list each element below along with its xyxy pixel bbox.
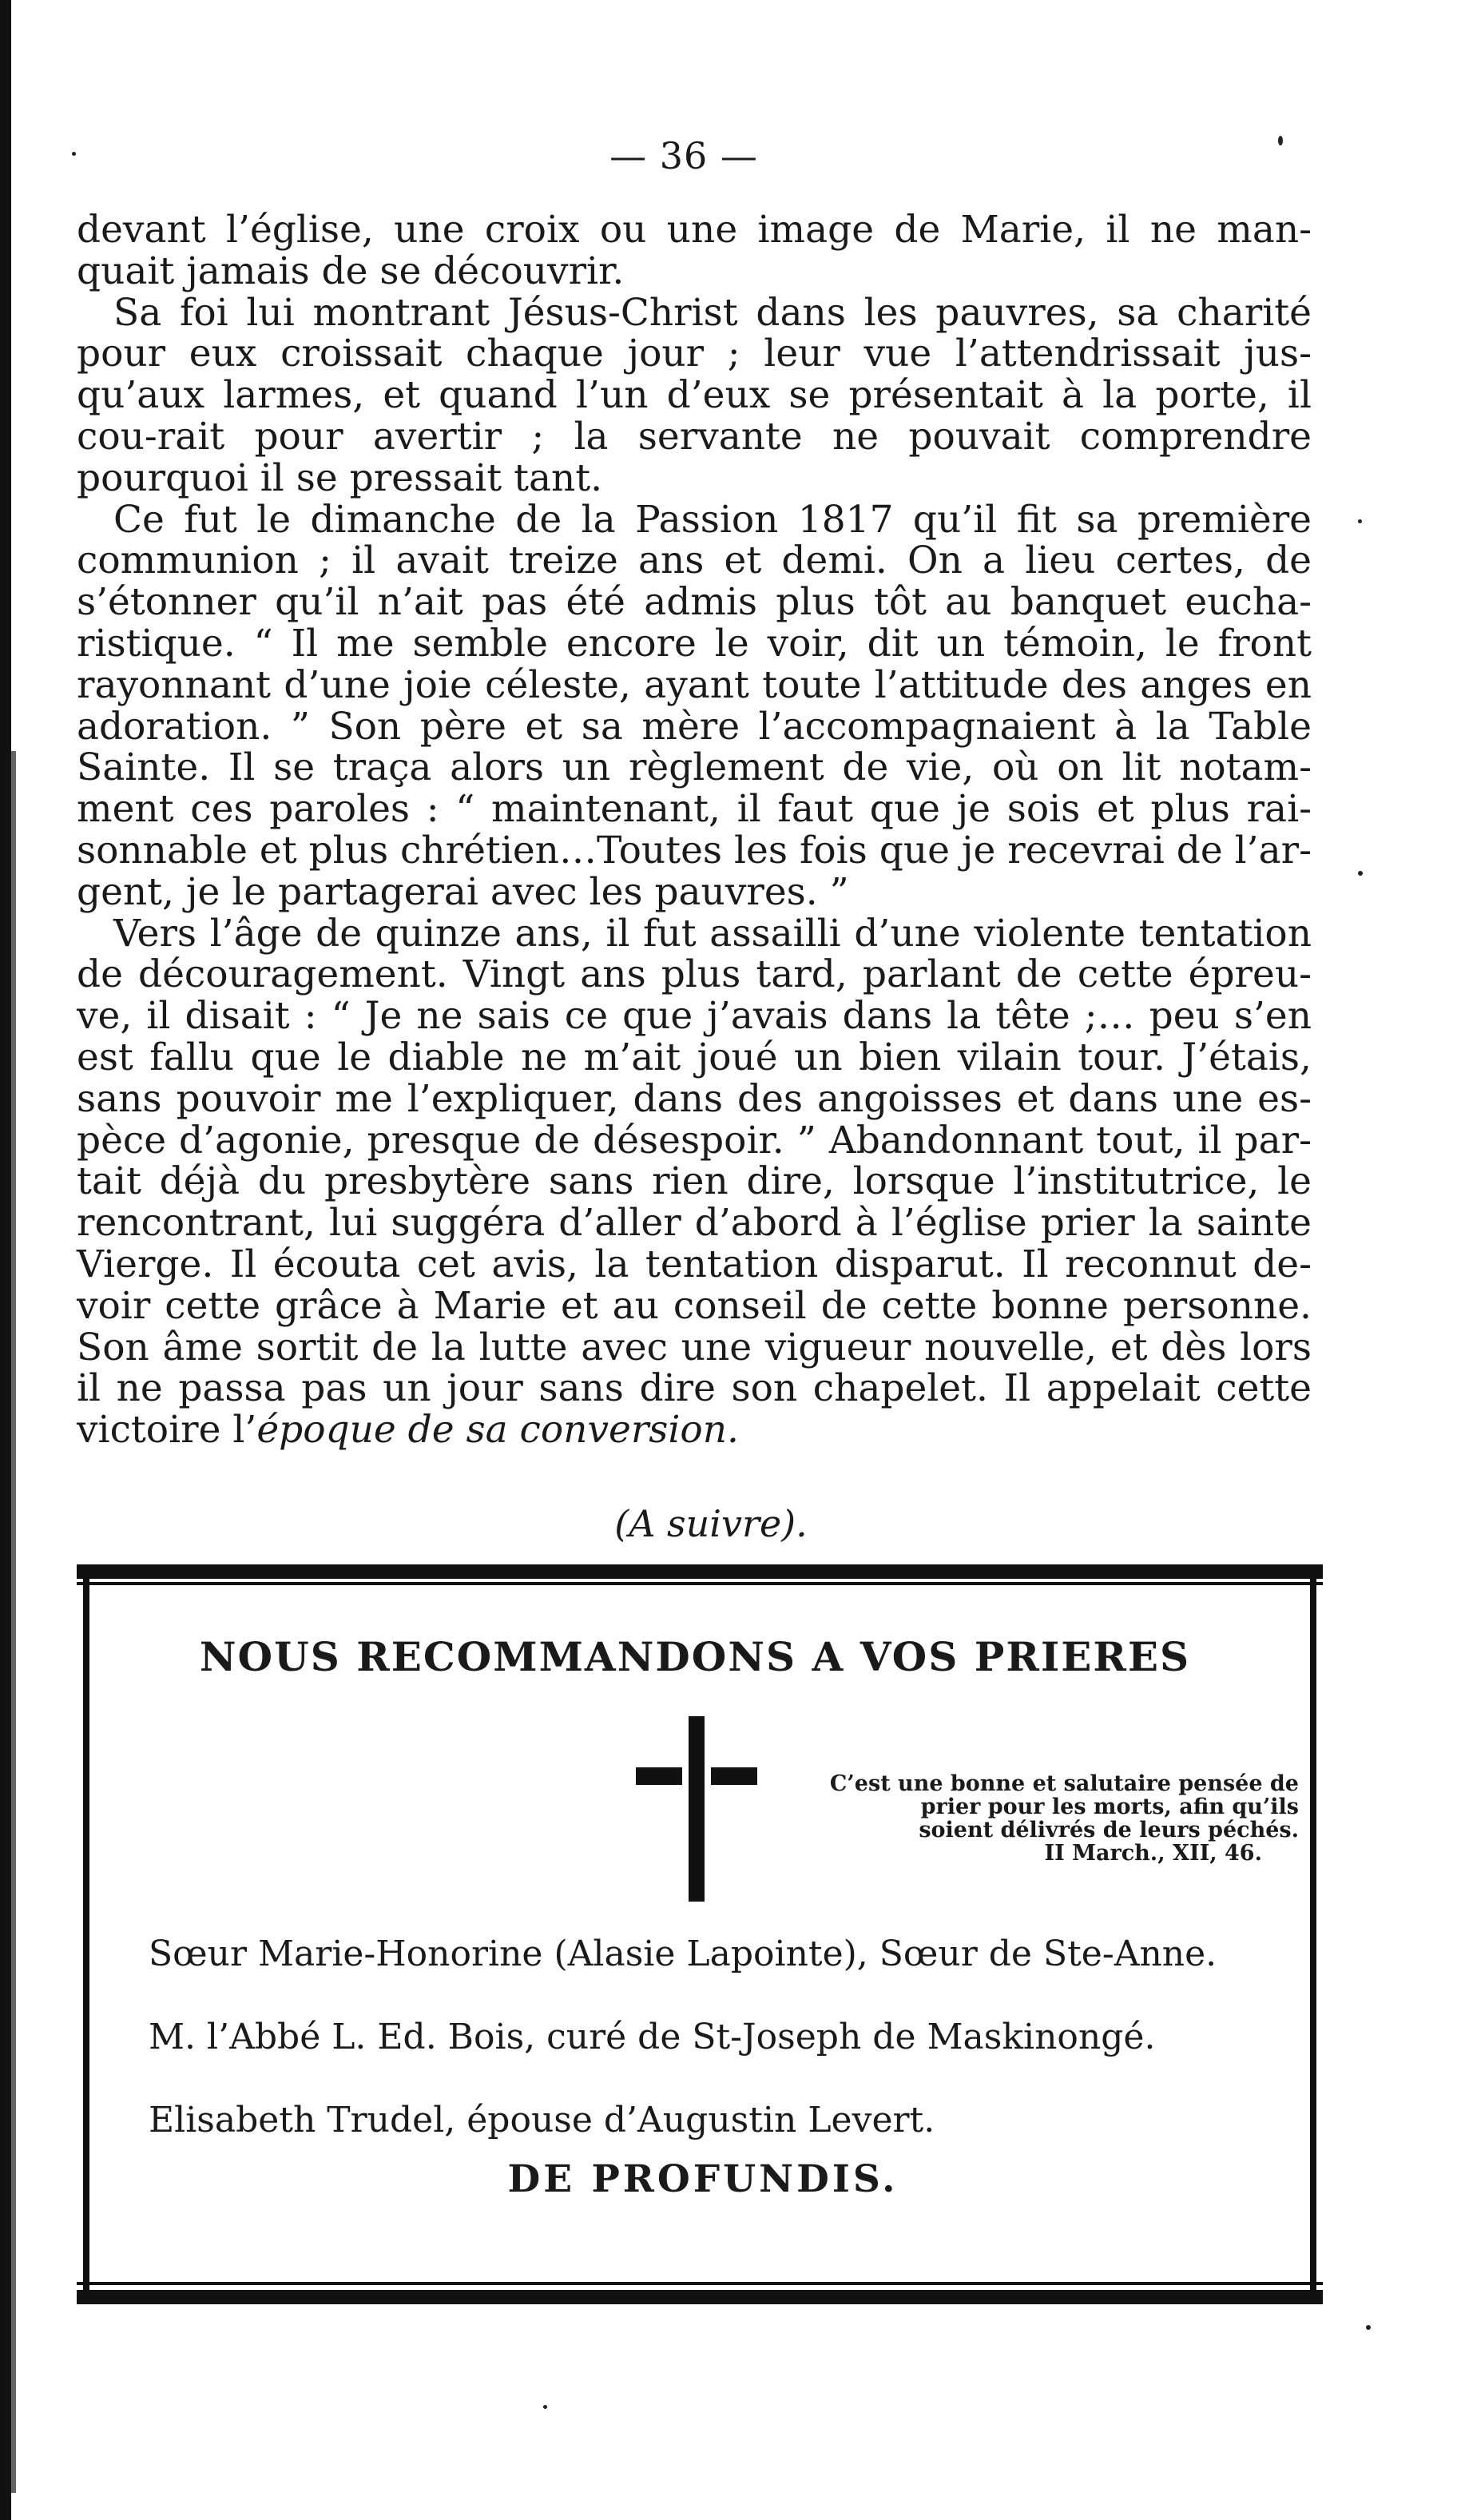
quote-line: soient délivrés de leurs péchés. [919, 1818, 1299, 1842]
quote-line: C’est une bonne et salutaire pensée de [829, 1771, 1299, 1796]
scan-edge [0, 0, 11, 2520]
scan-speck [1358, 519, 1362, 523]
quote-reference: II March., XII, 46. [1044, 1841, 1262, 1866]
frame-bottom-rule-thin [77, 2282, 1323, 2285]
frame-bottom-rule [77, 2290, 1323, 2304]
list-item: Sœur Marie-Honorine (Alasie Lapointe), Sœur de Ste-Anne. [149, 1934, 1217, 1974]
scan-speck [1278, 136, 1283, 145]
scan-speck [1366, 2325, 1371, 2330]
scan-speck [1358, 871, 1363, 876]
de-profundis: DE PROFUNDIS. [507, 2157, 899, 2201]
scan-edge-inner [11, 751, 16, 2493]
cross-icon-arm-right [711, 1767, 757, 1785]
italic-phrase: époque de sa conversion. [256, 1408, 739, 1453]
cross-icon [689, 1716, 705, 1902]
paragraph-text: Vers l’âge de quinze ans, il fut assailli d’une violente tentation de découragement. Vingt ans plus tard, parlant de cette épreu-ve, il disait : “ Je ne sais ce que j’avais dans la tête ;… peu s’en est fallu que le diable ne m’ait joué un bien vilain tour. J’étais, sans pouvoir me l’expliquer, dans des angoisses et dans une es-pèce d’agonie, presque de désespoir. ” Abandonnant tout, il par-tait déjà du presbytère sans rien dire, lorsque l’institutrice, le rencontrant, lui suggéra d’aller d’abord à l’église prier la sainte Vierge. Il écouta cet avis, la tentation disparut. Il reconnut de-voir cette grâce à Marie et au conseil de cette bonne personne. Son âme sortit de la lutte avec une vigueur nouvelle, et dès lors il ne passa pas un jour sans dire son chapelet. Il appelait cette victoire l’ [77, 911, 1312, 1453]
body-text [77, 209, 1312, 1451]
paragraph [77, 913, 1312, 1451]
paragraph: Sa foi lui montrant Jésus-Christ dans les pauvres, sa charité pour eux croissait chaque jour ; leur vue l’attendrissait jus-qu’aux larmes, et quand l’un d’eux se présentait à la porte, il cou-rait pour avertir ; la servante ne pouvait comprendre pourquoi il se pressait tant. [77, 290, 1312, 500]
scan-speck [543, 2405, 547, 2409]
deceased-list [149, 1932, 1299, 2181]
quote-line: prier pour les morts, afin qu’ils [920, 1795, 1299, 1819]
paragraph: Ce fut le dimanche de la Passion 1817 qu’il fit sa première communion ; il avait treize ans et demi. On a lieu certes, de s’étonner qu’il n’ait pas été admis plus tôt au banquet eucha-ristique. “ Il me semble encore le voir, dit un témoin, le front rayonnant d’une joie céleste, ayant toute l’attitude des anges en adoration. ” Son père et sa mère l’accompagnaient à la Table Sainte. Il se traça alors un règlement de vie, où on lit notam-ment ces paroles : “ maintenant, il faut que je sois et plus rai-sonnable et plus chrétien…Toutes les fois que je recevrai de l’ar-gent, je le partagerai avec les pauvres. ” [77, 497, 1312, 914]
list-item: M. l’Abbé L. Ed. Bois, curé de St-Joseph de Maskinongé. [149, 2017, 1156, 2057]
list-item: Elisabeth Trudel, épouse d’Augustin Levert. [149, 2100, 935, 2140]
scan-speck [72, 152, 76, 156]
cross-icon-arm-left [636, 1767, 682, 1785]
to-be-continued: (A suivre). [614, 1502, 808, 1545]
paragraph: devant l’église, une croix ou une image de Marie, il ne man-quait jamais de se découvrir. [77, 208, 1312, 293]
scripture-quote [796, 1772, 1299, 1865]
prayer-box-title: NOUS RECOMMANDONS A VOS PRIERES [199, 1633, 1191, 1680]
page-number: — 36 — [609, 134, 758, 177]
